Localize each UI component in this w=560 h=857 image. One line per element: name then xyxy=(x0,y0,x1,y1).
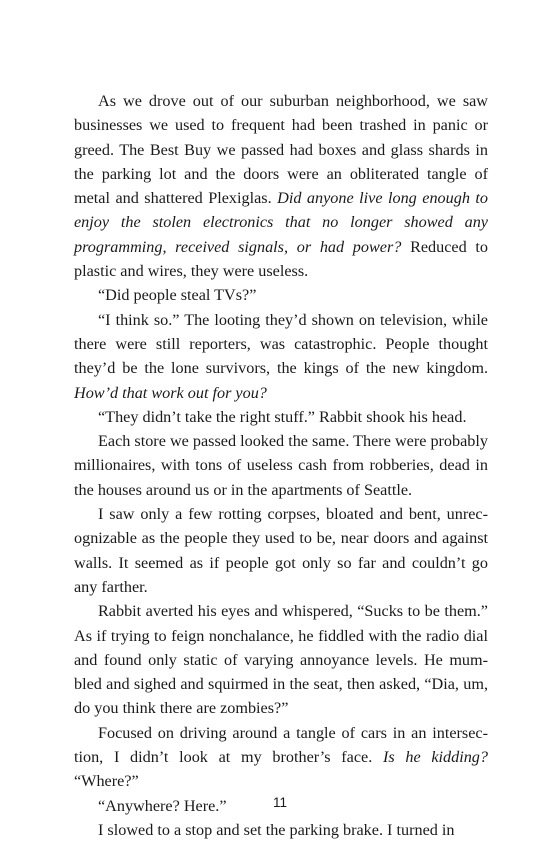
text-run: Reduced to plastic and wires, they were useless. xyxy=(74,237,489,281)
text-run: I saw only a few rotting corpses, bloated and bent, unrecognizable as the people they used to be, near doors and against walls. It seemed as if people got only so far and couldn’t go any farther. xyxy=(74,505,488,596)
paragraph xyxy=(74,283,488,307)
page-number: 11 xyxy=(272,795,287,810)
italic-text-run: Is he kidding? xyxy=(382,748,488,767)
paragraph xyxy=(74,405,488,429)
text-run: “Where?” xyxy=(74,772,139,791)
text-run: “Did people steal TVs?” xyxy=(98,286,257,305)
text-run: Focused on driving around a tangle of cars in an intersection, I didn’t look at my brother’s face. xyxy=(74,723,488,767)
paragraph xyxy=(74,89,488,283)
paragraph xyxy=(74,721,488,794)
italic-text-run: How’d that work out for you? xyxy=(74,383,267,402)
paragraph xyxy=(74,502,488,599)
text-run: Each store we passed looked the same. There were probably millionaires, with tons of useless cash from robberies, dead in the houses around us or in the apartments of Seattle. xyxy=(74,432,488,499)
paragraph xyxy=(74,599,488,720)
text-run: “Anywhere? Here.” xyxy=(98,796,227,815)
paragraph xyxy=(74,308,488,405)
paragraph xyxy=(74,429,488,502)
body-text xyxy=(74,89,488,842)
italic-text-run: Did anyone live long enough to enjoy the stolen electronics that no longer showed any programming, received signals, or had power? xyxy=(74,189,488,256)
paragraph xyxy=(74,818,488,842)
text-run: Rabbit averted his eyes and whispered, “Sucks to be them.” As if trying to feign nonchalance, he fiddled with the radio dial and found only static of varying annoyance levels. He mumbled and sighed and squirmed in the seat, then asked, “Dia, um, do you think there are zombies?” xyxy=(74,602,488,718)
text-run: “I think so.” The looting they’d shown on television, while there were still reporters, was catastrophic. People thought they’d be the lone survivors, the kings of the new kingdom. xyxy=(74,310,488,378)
text-run: As we drove out of our suburban neighborhood, we saw businesses we used to frequent had been trashed in panic or greed. The Best Buy we passed had boxes and glass shards in the parking lot and the doors were an obliterated tangle of metal and shattered Plexiglas. xyxy=(74,92,488,208)
text-run: “They didn’t take the right stuff.” Rabbit shook his head. xyxy=(98,407,467,426)
text-run: I slowed to a stop and set the parking brake. I turned in xyxy=(98,820,455,839)
